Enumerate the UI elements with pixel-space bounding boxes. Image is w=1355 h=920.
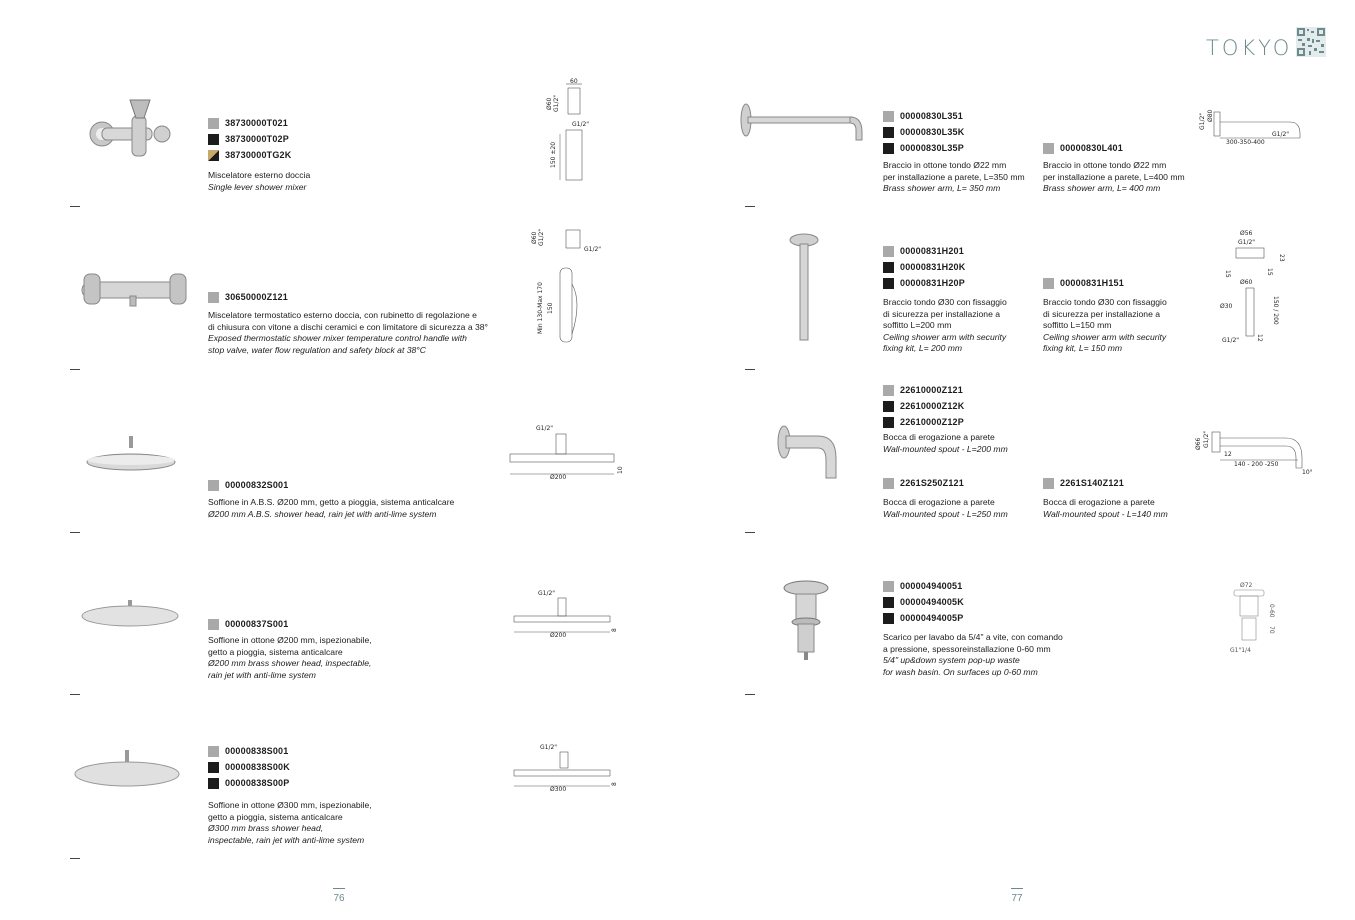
description-it: Scarico per lavabo da 5/4" a vite, con comando xyxy=(883,632,1063,642)
description-it: per installazione a parete, L=350 mm xyxy=(883,171,1025,182)
brand-title: TOKYO xyxy=(1206,36,1293,60)
shower-mixer-image xyxy=(84,88,180,168)
finish-swatch-black xyxy=(208,134,219,145)
product-code: 22610000Z121 xyxy=(900,385,963,395)
description-en: fixing kit, L= 150 mm xyxy=(1043,343,1123,354)
product-description xyxy=(883,160,1025,195)
page-number: 76 xyxy=(333,893,345,904)
description-it: Miscelatore esterno doccia xyxy=(208,170,311,180)
product-code: 30650000Z121 xyxy=(225,292,288,302)
finish-swatch-chrome xyxy=(1043,278,1054,289)
dim-label: G1/2" xyxy=(536,425,554,432)
description-en: stop valve, water flow regulation and safety block at 38°C xyxy=(208,344,426,355)
finish-swatch-chrome xyxy=(883,111,894,122)
dim-label: 10 xyxy=(617,466,624,474)
product-code: 00000838S00K xyxy=(225,762,290,772)
product-codes xyxy=(208,616,288,632)
product-codes-variant xyxy=(883,475,964,491)
dim-label: 140 - 200 -250 xyxy=(1234,461,1279,468)
shower-head-image xyxy=(84,434,180,474)
product-codes xyxy=(883,243,965,291)
dim-label: Ø60 xyxy=(531,231,538,244)
finish-swatch-chrome xyxy=(208,619,219,630)
product-description xyxy=(208,635,372,681)
description-it: Miscelatore termostatico esterno doccia, con rubinetto di regolazione e xyxy=(208,310,477,320)
description-it: soffitto L=200 mm xyxy=(883,320,952,331)
finish-swatch-black xyxy=(883,597,894,608)
product-code: 00000494005K xyxy=(900,597,964,607)
description-it: di sicurezza per installazione a xyxy=(883,308,1001,319)
product-description-alt xyxy=(1043,297,1167,355)
description-it: Braccio in ottone tondo Ø22 mm xyxy=(883,160,1007,170)
product-code: 00000830L351 xyxy=(900,111,963,121)
page-number-rule xyxy=(333,888,345,889)
finish-swatch-chrome xyxy=(208,480,219,491)
product-code: 22610000Z12K xyxy=(900,401,965,411)
code-row[interactable] xyxy=(883,610,964,626)
product-description xyxy=(1043,497,1168,520)
separator xyxy=(70,694,80,695)
product-description xyxy=(883,497,1008,520)
product-code: 00000838S00P xyxy=(225,778,290,788)
description-en: Ceiling shower arm with security xyxy=(1043,331,1167,342)
dim-label: Ø66 xyxy=(1195,437,1202,450)
finish-swatch-black xyxy=(883,262,894,273)
product-description xyxy=(208,310,488,356)
finish-swatch-black xyxy=(208,778,219,789)
finish-swatch-chrome xyxy=(883,385,894,396)
dim-label: G1/2" xyxy=(1238,239,1256,246)
finish-swatch-chrome xyxy=(208,746,219,757)
finish-swatch-gold xyxy=(208,150,219,161)
description-en: Brass shower arm, L= 350 mm xyxy=(883,183,1001,194)
product-code: 22610000Z12P xyxy=(900,417,964,427)
finish-swatch-chrome xyxy=(208,292,219,303)
code-row[interactable] xyxy=(883,382,964,398)
dim-label: G1/2" xyxy=(540,744,558,751)
code-row[interactable] xyxy=(208,115,291,131)
description-it: Bocca di erogazione a parete xyxy=(883,432,995,442)
qr-code-icon[interactable] xyxy=(1296,27,1326,57)
code-row[interactable] xyxy=(883,275,965,291)
dim-label: Ø80 xyxy=(1207,109,1214,122)
separator xyxy=(70,206,80,207)
separator xyxy=(745,206,755,207)
dim-label: G1/2" xyxy=(553,94,560,112)
separator xyxy=(745,369,755,370)
product-codes xyxy=(208,477,288,493)
description-it: di sicurezza per installazione a xyxy=(1043,308,1161,319)
product-codes xyxy=(208,743,290,791)
code-row[interactable] xyxy=(883,259,965,275)
dim-label: 8 xyxy=(611,628,618,632)
finish-swatch-black xyxy=(883,401,894,412)
product-code: 38730000TG2K xyxy=(225,150,292,160)
technical-drawing xyxy=(1218,226,1288,348)
dim-label: 300-350-400 xyxy=(1226,139,1265,146)
wall-spout-image xyxy=(774,420,844,486)
finish-swatch-chrome xyxy=(1043,143,1054,154)
dim-label: 15 xyxy=(1224,270,1231,278)
product-codes-variant xyxy=(1043,475,1124,491)
description-en: Wall-mounted spout - L=250 mm xyxy=(883,508,1008,519)
dim-label: 150 ±20 xyxy=(550,141,557,168)
dim-label: 60 xyxy=(570,78,578,85)
product-code: 2261S140Z121 xyxy=(1060,478,1124,488)
description-it: Bocca di erogazione a parete xyxy=(1043,497,1155,507)
page-number: 77 xyxy=(1011,893,1023,904)
description-it: Soffione in ottone Ø200 mm, ispezionabile, xyxy=(208,635,372,645)
dim-label: 12 xyxy=(1224,451,1232,458)
code-row[interactable] xyxy=(208,775,290,791)
product-description xyxy=(208,170,310,193)
finish-swatch-chrome xyxy=(883,246,894,257)
product-description xyxy=(883,432,1008,455)
dim-label: Min 130-Max 170 xyxy=(537,282,544,334)
dim-label: G1"1/4 xyxy=(1230,647,1251,654)
description-en: inspectable, rain jet with anti-lime system xyxy=(208,834,365,845)
ceiling-arm-image xyxy=(786,230,822,346)
dim-label: 70 xyxy=(1268,626,1275,634)
description-it: soffitto L=150 mm xyxy=(1043,320,1112,331)
code-row[interactable] xyxy=(883,398,964,414)
description-it: a pressione, spessoreinstallazione 0-60 mm xyxy=(883,643,1051,654)
separator xyxy=(745,694,755,695)
technical-drawing xyxy=(510,738,622,796)
dim-label: G1/2" xyxy=(1272,131,1290,138)
description-en: Ø200 mm A.B.S. shower head, rain jet with anti-lime system xyxy=(208,508,437,519)
description-en: 5/4" up&down system pop-up waste xyxy=(883,655,1020,666)
finish-swatch-chrome xyxy=(1043,478,1054,489)
dim-label: 12 xyxy=(1256,334,1263,342)
code-row[interactable] xyxy=(208,289,288,305)
product-code: 00000837S001 xyxy=(225,619,289,629)
code-row[interactable] xyxy=(1043,140,1123,156)
description-it: getto a pioggia, sistema anticalcare xyxy=(208,646,343,657)
dim-label: Ø56 xyxy=(1240,230,1253,237)
product-code: 38730000T02P xyxy=(225,134,289,144)
finish-swatch-black xyxy=(883,278,894,289)
dim-label: Ø30 xyxy=(1220,303,1233,310)
product-codes xyxy=(883,382,964,430)
dim-label: 23 xyxy=(1278,254,1285,262)
product-description xyxy=(883,632,1063,678)
dim-label: G1/2" xyxy=(584,246,602,253)
code-row[interactable] xyxy=(1043,475,1124,491)
description-it: per installazione a parete, L=400 mm xyxy=(1043,171,1185,182)
technical-drawing xyxy=(1224,578,1288,658)
code-row[interactable] xyxy=(208,743,290,759)
finish-swatch-black xyxy=(883,613,894,624)
product-code: 00000831H201 xyxy=(900,246,964,256)
code-row[interactable] xyxy=(1043,275,1124,291)
dim-label: Ø72 xyxy=(1240,582,1253,589)
dim-label: G1/2" xyxy=(538,228,545,246)
technical-drawing xyxy=(1196,100,1306,150)
product-description-alt xyxy=(1043,160,1185,195)
dim-label: Ø200 xyxy=(550,632,567,639)
separator xyxy=(745,532,755,533)
dim-label: G1/2" xyxy=(1222,337,1240,344)
dim-label: Ø60 xyxy=(1240,279,1253,286)
dim-label: 15 xyxy=(1266,268,1273,276)
product-codes-alt xyxy=(1043,140,1123,156)
finish-swatch-black xyxy=(883,417,894,428)
code-row[interactable] xyxy=(208,616,288,632)
description-en: Ceiling shower arm with security xyxy=(883,331,1007,342)
code-row[interactable] xyxy=(208,147,291,163)
description-en: Single lever shower mixer xyxy=(208,181,307,192)
description-it: di chiusura con vitone a dischi ceramici e con limitatore di sicurezza a 38° xyxy=(208,321,488,332)
description-it: Soffione in ottone Ø300 mm, ispezionabile, xyxy=(208,800,372,810)
shower-arm-image xyxy=(738,100,868,144)
description-en: Ø200 mm brass shower head, inspectable, xyxy=(208,658,372,669)
description-en: rain jet with anti-lime system xyxy=(208,669,316,680)
product-codes xyxy=(208,115,291,163)
dim-label: Ø200 xyxy=(550,474,567,481)
finish-swatch-black xyxy=(883,143,894,154)
dim-label: 150 / 200 xyxy=(1272,296,1279,325)
product-description xyxy=(883,297,1007,355)
description-it: Soffione in A.B.S. Ø200 mm, getto a pioggia, sistema anticalcare xyxy=(208,497,455,507)
code-row[interactable] xyxy=(883,108,964,124)
technical-drawing xyxy=(1190,424,1318,484)
product-code: 00000830L401 xyxy=(1060,143,1123,153)
dim-label: G1/2" xyxy=(1199,112,1206,130)
dim-label: 0-60 xyxy=(1268,604,1275,618)
separator xyxy=(70,858,80,859)
product-description xyxy=(208,497,454,520)
code-row[interactable] xyxy=(883,578,964,594)
dim-label: 10° xyxy=(1302,469,1313,476)
technical-drawing xyxy=(506,422,628,486)
shower-head-image xyxy=(80,598,180,630)
code-row[interactable] xyxy=(883,475,964,491)
product-description xyxy=(208,800,372,846)
dim-label: Ø300 xyxy=(550,786,567,793)
description-en: Wall-mounted spout - L=140 mm xyxy=(1043,508,1168,519)
finish-swatch-black xyxy=(208,762,219,773)
description-it: getto a pioggia, sistema anticalcare xyxy=(208,811,343,822)
description-en: Ø300 mm brass shower head, xyxy=(208,823,324,834)
dim-label: Ø60 xyxy=(546,97,553,110)
finish-swatch-chrome xyxy=(883,581,894,592)
technical-drawing xyxy=(526,224,606,352)
dim-label: 8 xyxy=(611,782,618,786)
product-codes xyxy=(208,289,288,305)
code-row[interactable] xyxy=(883,414,964,430)
dim-label: G1/2" xyxy=(538,590,556,597)
technical-drawing xyxy=(510,586,622,644)
description-en: Brass shower arm, L= 400 mm xyxy=(1043,183,1161,194)
product-code: 000004940051 xyxy=(900,581,963,591)
product-code: 00000838S001 xyxy=(225,746,289,756)
product-code: 00000831H20P xyxy=(900,278,965,288)
code-row[interactable] xyxy=(883,124,964,140)
finish-swatch-black xyxy=(883,127,894,138)
code-row[interactable] xyxy=(208,131,291,147)
finish-swatch-chrome xyxy=(208,118,219,129)
description-it: Braccio in ottone tondo Ø22 mm xyxy=(1043,160,1167,170)
product-code: 00000831H20K xyxy=(900,262,966,272)
shower-head-image xyxy=(72,748,182,792)
description-en: Wall-mounted spout - L=200 mm xyxy=(883,443,1008,454)
description-en: fixing kit, L= 200 mm xyxy=(883,343,963,354)
description-it: Braccio tondo Ø30 con fissaggio xyxy=(883,297,1007,307)
description-it: Bocca di erogazione a parete xyxy=(883,497,995,507)
product-code: 38730000T021 xyxy=(225,118,288,128)
page-number-rule xyxy=(1011,888,1023,889)
thermostatic-mixer-image xyxy=(78,266,190,314)
description-it: Braccio tondo Ø30 con fissaggio xyxy=(1043,297,1167,307)
description-en: for wash basin. On surfaces up 0-60 mm xyxy=(883,666,1038,677)
dim-label: G1/2" xyxy=(572,121,590,128)
pop-up-waste-image xyxy=(778,578,834,662)
code-row[interactable] xyxy=(208,759,290,775)
product-code: 00000831H151 xyxy=(1060,278,1124,288)
product-code: 00000832S001 xyxy=(225,480,289,490)
code-row[interactable] xyxy=(883,140,964,156)
separator xyxy=(70,532,80,533)
finish-swatch-chrome xyxy=(883,478,894,489)
dim-label: 150 xyxy=(547,302,554,314)
description-en: Exposed thermostatic shower mixer temperature control handle with xyxy=(208,333,467,344)
product-codes xyxy=(883,108,964,156)
product-code: 00000494005P xyxy=(900,613,964,623)
product-code: 00000830L35K xyxy=(900,127,965,137)
product-code: 00000830L35P xyxy=(900,143,964,153)
code-row[interactable] xyxy=(883,594,964,610)
dim-label: G1/2" xyxy=(1203,430,1210,448)
product-codes-alt xyxy=(1043,275,1124,291)
code-row[interactable] xyxy=(208,477,288,493)
product-codes xyxy=(883,578,964,626)
technical-drawing xyxy=(538,76,598,188)
product-code: 2261S250Z121 xyxy=(900,478,964,488)
code-row[interactable] xyxy=(883,243,965,259)
separator xyxy=(70,369,80,370)
